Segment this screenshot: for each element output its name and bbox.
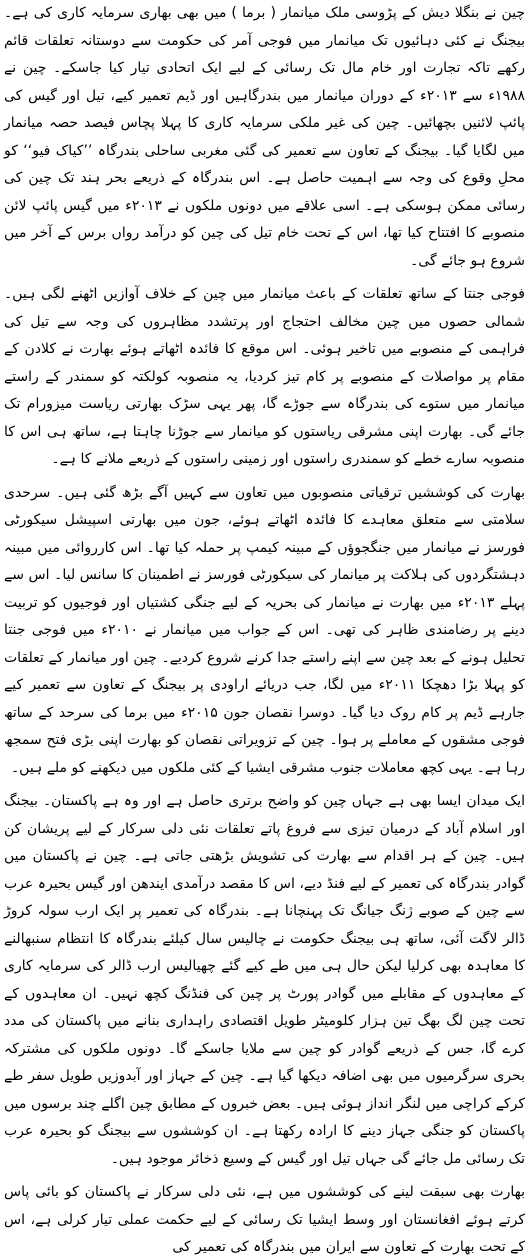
paragraph-junta-protests-india-corridor: فوجی جنتا کے ساتھ تعلقات کے باعث میانمار میں چین کے خلاف آوازیں اٹھنے لگی ہیں۔ شمالی حصوں میں چین مخالف احتجاج اور پرتشدد مظاہروں کی وجہ سے تیل کی فراہمی کے منصوبے میں تاخیر ہوئی۔ اس موقع کا فائدہ اٹھاتے ہوئے بھارت نے کلادن کے مقام پر مواصلات کے منصوبے پر کام تیز کردیا، یہ منصوبہ کولکتہ کو سمندر کے راستے میانمار میں ستوے کی بندرگاہ سے جوڑے گا، پھر یہی سڑک بھارتی ریاست میزورام تک جائے گی۔ بھارت اپنی مشرقی ریاستوں کو میانمار سے جوڑنا چاہتا ہے، ساتھ ہی اس کا منصوبہ سارے خطے کو سمندری راستوں اور زمینی راستوں کے ذریعے ملانے کا ہے۔ [4,286,525,467]
paragraph-india-bypass-strategy: بھارت بھی سبقت لینے کی کوششوں میں ہے، نئی دلی سرکار نے پاکستان کو بائی پاس کرتے ہوئے افغانستان اور وسط ایشیا تک رسائی کے لیے حکمت عملی تیار کرلی ہے، اس کے تحت بھارت کے تعاون سے ایران میں بندرگاہ کی تعمیر کی [4,1184,525,1255]
paragraph-india-security-cooperation: بھارت کی کوششیں ترقیاتی منصوبوں میں تعاون سے کہیں آگے بڑھ گئی ہیں۔ سرحدی سلامتی سے متعلق معاہدے کا فائدہ اٹھاتے ہوئے، جون میں بھارتی اسپیشل سیکورٹی فورسز نے میانمار میں جنگجوؤں کے مبینہ کیمپ پر حملہ کیا تھا۔ اس کارروائی میں مبینہ دہشتگردوں کی ہلاکت پر میانمار کی سیکورٹی فورسز نے اطمینان کا سانس لیا۔ اس سے پہلے ۲۰۱۳ء میں بھارت نے میانمار کی بحریہ کے لیے جنگی کشتیاں اور فوجیوں کو تربیت دینے پر رضامندی ظاہر کی تھی۔ اس کے جواب میں میانمار نے ۲۰۱۰ء میں فوجی جنتا تحلیل ہونے کے بعد چین سے اپنے راستے جدا کرنے شروع کردیے۔ چین اور میانمار کے تعلقات کو پہلا بڑا دھچکا ۲۰۱۱ء میں لگا، جب دریائے اراودی پر بیجنگ کے تعاون سے تعمیر کیے جارہے ڈیم پر کام روک دیا گیا۔ دوسرا نقصان جون ۲۰۱۵ء میں برما کی سرحد کے ساتھ فوجی مشقوں کے معاملے پر ہوا۔ چین کے تزویراتی نقصان کو بھارت اپنی بڑی فتح سمجھ رہا ہے۔ یہی کچھ معاملات جنوب مشرقی ایشیا کے کئی ملکوں میں دیکھنے کو ملے ہیں۔ [4,484,525,776]
paragraph-china-pakistan-gwadar: ایک میدان ایسا بھی ہے جہاں چین کو واضح برتری حاصل ہے اور وہ ہے پاکستان۔ بیجنگ اور اسلام آباد کے درمیان تیزی سے فروغ پاتے تعلقات نئی دلی سرکار کے لیے پریشان کن ہیں۔ چین کے ہر اقدام سے بھارت کی تشویش بڑھتی جاتی ہے۔ چین نے پاکستان میں گوادر بندرگاہ کی تعمیر کے لیے فنڈ دیے، اس کا مقصد درآمدی ایندھن اور گیس بحیرہ عرب سے چین کے صوبے ژنگ جیانگ تک پہنچانا ہے۔ بندرگاہ کی تعمیر پر ایک ارب سولہ کروڑ ڈالر لاگت آئی، ساتھ ہی بیجنگ حکومت نے چالیس سال کیلئے بندرگاہ کا انتظام سنبھالنے کا معاہدہ بھی کرلیا لیکن حال ہی میں طے کیے گئے چھیالیس ارب ڈالر کی سرمایہ کاری کے معاہدوں کے مقابلے میں گوادر پورٹ پر چین کی فنڈنگ کچھ نہیں۔ ان معاہدوں کے تحت چین لگ بھگ تین ہزار کلومیٹر طویل اقتصادی راہداری بنانے میں پاکستان کی مدد کرے گا، جس کے ذریعے گوادر کو چین سے ملایا جاسکے گا۔ دونوں ملکوں کی مشترکہ بحری سرگرمیوں میں بھی اضافہ دیکھا گیا ہے۔ چین کے جہاز اور آبدوزیں طویل سفر طے کرکے کراچی میں لنگر انداز ہوئی ہیں۔ بعض خبروں کے مطابق چین اگلے چند برسوں میں پاکستان کو جنگی جہاز دینے کا ارادہ رکھتا ہے۔ ان کوششوں سے بیجنگ کو بحیرہ عرب تک رسائی مل جائے گی جہاں تیل اور گیس کے وسیع ذخائر موجود ہیں۔ [4,793,525,1167]
paragraph-china-myanmar-investment: چین نے بنگلا دیش کے پڑوسی ملک میانمار ( برما ) میں بھی بھاری سرمایہ کاری کی ہے۔ بیجنگ نے کئی دہائیوں تک میانمار میں فوجی آمر کی حکومت سے دوستانہ تعلقات قائم رکھے تاکہ تجارت اور خام مال تک رسائی کے لیے ایک اتحادی تیار کیا جاسکے۔ چین نے ۱۹۸۸ء سے ۲۰۱۳ء کے دوران میانمار میں بندرگاہیں اور ڈیم تعمیر کیے، تیل اور گیس کی پائپ لائنیں بچھائیں۔ چین کی غیر ملکی سرمایہ کاری کا پہلا پچاس فیصد حصہ میانمار میں لگایا گیا۔ بیجنگ کے تعاون سے تعمیر کی گئی مغربی ساحلی بندرگاہ ’’کیاک فیو‘‘ کو محلِ وقوع کی وجہ سے اہمیت حاصل ہے۔ اس بندرگاہ کے ذریعے بحر ہند تک چین کی رسائی ممکن ہوسکی ہے۔ اسی علاقے میں دونوں ملکوں نے ۲۰۱۳ء میں گیس پائپ لائن منصوبے کا افتتاح کیا تھا، اس کے تحت خام تیل کی چین کو درآمد رواں برس کے آخر میں شروع ہو جائے گی۔ [4,5,525,269]
